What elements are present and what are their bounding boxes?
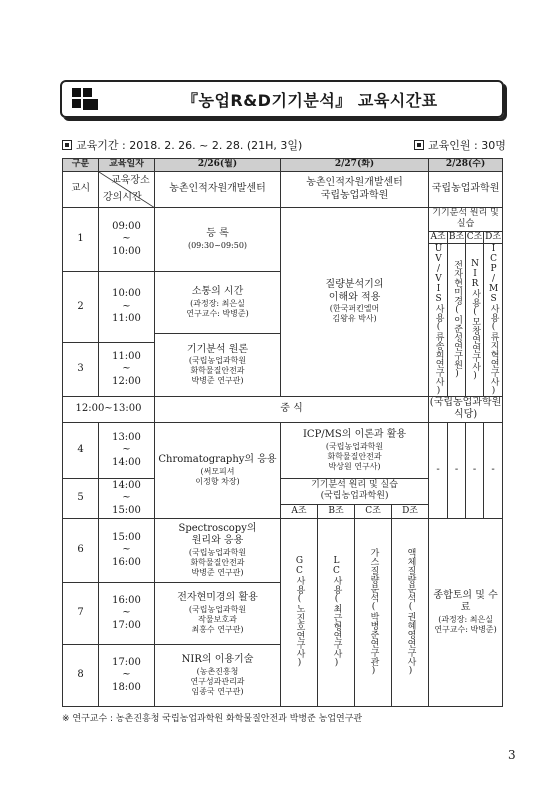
icp-org: (국립농업과학원 [325,441,384,451]
day1-nir [155,644,281,706]
time-3-end: 12:00 [112,375,141,387]
comm-title: 소통의 시간 [191,286,244,298]
spec-org: (국립농업과학원 [188,547,247,557]
day1-electron-microscope [155,582,281,644]
closing-prof: 연구교수: 박병준) [434,624,497,634]
day2-group-b: B조 [318,504,355,518]
time-4 [99,422,155,478]
nir-dept: 연구성과관리과 [190,676,245,686]
people-text: 교육인원 : 30명 [428,139,506,152]
time-8-start: 17:00 [112,656,141,668]
time-2-start: 10:00 [112,288,141,299]
day2-gc-text: GC사용(노진호연구사) [294,556,305,669]
period-4: 4 [63,422,99,478]
day1-chromatography [155,422,281,518]
period-1: 1 [63,208,99,272]
title-box [60,80,504,118]
square-bullet-icon [62,140,72,150]
time-3-sep: ~ [122,363,131,374]
time-3 [99,342,155,396]
em-title: 전자현미경의 활용 [177,592,258,603]
day2-mass-spec [281,208,429,397]
time-5 [99,478,155,518]
row-1a [63,208,503,232]
time-1-start: 09:00 [112,220,141,232]
day2-prac-title: 기기분석 원리 및 실습 [311,480,398,490]
period-2: 2 [63,271,99,342]
registration-time: (09:30~09:50) [187,240,248,250]
header-row [63,159,503,172]
period-5: 5 [63,478,99,518]
day3-closing [429,518,503,706]
comm-prof: 연구교수: 박병준) [186,308,249,318]
schedule-table [62,158,503,707]
icp-dept: 화학물질안전과 [327,451,382,461]
page-title: 『농업R&D기기분석』 교육시간표 [182,91,438,110]
time-8-sep: ~ [122,669,131,680]
day3-group-d: D조 [485,231,502,242]
em-dept: 작물보호과 [198,614,237,624]
day1-registration [155,208,281,272]
place-day1: 농촌인적자원개발센터 [155,172,281,208]
intro-org: (국립농업과학원 [188,356,247,366]
day3-group-a: A조 [430,231,446,242]
label-place: 교육장소 [111,175,150,186]
day3-dash-d: - [484,422,503,518]
closing-lead: (과정장: 최은실 [438,614,493,624]
comm-lead: (과정장: 최은실 [190,298,245,308]
day1-communication [155,271,281,334]
day3-uvvis [429,243,448,396]
day2-gc [281,518,318,706]
day2-lc-text: LC사용(최근형연구사) [331,556,342,669]
header-day2: 2/27(화) [281,159,429,172]
header-category: 구분 [63,159,99,172]
place-day3: 국립농업과학원 [429,172,503,208]
place-day2-b: 국립농업과학원 [320,189,389,201]
time-6-start: 15:00 [112,531,141,543]
lunch-label: 중 식 [155,396,429,422]
day3-dash-b: - [448,422,466,518]
label-place-time [99,172,155,208]
day2-lcms-text: 액체질량분석(권혜영연구사) [405,548,416,677]
icp-instructor: 박상원 연구사) [328,461,381,471]
time-6 [99,518,155,582]
time-1 [99,208,155,272]
day3-em-text: 전자현미경(이준성연구원) [452,260,463,380]
day3-dash-a: - [429,422,448,518]
mass-org: (한국퍼킨엘머 [329,304,380,314]
header-day3: 2/28(수) [429,159,503,172]
place-day2-a: 농촌인적자원개발센터 [306,177,403,188]
time-7-start: 16:00 [112,594,141,606]
period-3: 3 [63,342,99,396]
mass-title-2: 이해와 적용 [328,291,381,303]
education-period [62,137,302,153]
day3-em [448,243,466,396]
time-6-end: 16:00 [112,556,141,568]
em-instructor: 최홍수 연구관) [191,624,244,634]
day2-prac-org: (국립농업과학원) [320,491,389,502]
day3-dash-c: - [466,422,484,518]
day3-group-c: C조 [466,231,483,242]
day2-gcms [355,518,392,706]
time-4-end: 14:00 [112,456,141,468]
time-3-start: 11:00 [112,350,141,362]
header-date: 교육일자 [99,159,155,172]
intro-title: 기기분석 원론 [186,343,249,355]
header-day1: 2/26(월) [155,159,281,172]
label-time: 강의시간 [103,191,142,203]
education-people [414,137,506,153]
period-7: 7 [63,582,99,644]
block-logo-icon [72,88,98,110]
footnote: ※ 연구교수 : 농촌진흥청 국립농업과학원 화학물질안전과 박병준 농업연구관 [62,714,363,724]
day2-lcms [392,518,429,706]
spec-dept: 화학물질안전과 [190,557,245,567]
day2-group-a: A조 [281,504,318,518]
time-8 [99,644,155,706]
lunch-time: 12:00~13:00 [63,396,155,422]
time-2 [99,271,155,342]
day2-lc [318,518,355,706]
day1-spectroscopy [155,518,281,582]
mass-title-1: 질량분석기의 [325,279,384,291]
time-5-sep: ~ [122,492,131,503]
page-number: 3 [508,748,516,762]
row-6 [63,518,503,582]
day2-practice-title [281,478,429,504]
place-day2 [281,172,429,208]
time-4-start: 13:00 [112,431,141,443]
nir-instructor: 임종국 연구관) [191,686,244,696]
time-4-sep: ~ [122,444,131,455]
time-2-end: 11:00 [112,313,141,324]
chrom-title: Chromatography의 응용 [158,454,277,465]
spec-title-2: 원리와 응용 [191,535,244,547]
lunch-row [63,396,503,422]
nir-org: (농촌진흥청 [196,666,239,676]
time-5-end: 15:00 [112,504,141,516]
day2-group-c: C조 [355,504,392,518]
day2-group-d: D조 [392,504,429,518]
em-org: (국립농업과학원 [188,604,247,614]
period-text: 교육기간 : 2018. 2. 26. ~ 2. 28. (21H, 3일) [76,139,303,152]
day2-icpms [281,422,429,478]
time-1-end: 10:00 [112,245,141,257]
square-bullet-icon [414,140,424,150]
lunch-day3: (국립농업과학원 식당) [429,396,502,421]
time-8-end: 18:00 [112,681,141,693]
time-7-end: 17:00 [112,619,141,631]
time-5-start: 14:00 [112,479,141,491]
day3-uvvis-text: UV/VIS사용(류송희연구사) [433,243,444,396]
day3-icpms-text: ICP/MS사용(류지혁연구사) [488,243,499,396]
day3-icpms [484,243,503,396]
intro-dept: 화학물질안전과 [190,366,245,376]
day2-gcms-text: 가스질량분석(박병준연구관) [368,548,379,677]
intro-instructor: 박병준 연구관) [191,376,244,386]
mass-instructor: 김왕유 박사) [332,314,377,324]
nir-title: NIR의 이용기술 [181,654,254,665]
time-1-sep: ~ [122,233,131,245]
place-row [63,172,503,208]
day3-nir-text: NIR사용(모창연연구사) [470,258,481,381]
day3-group-b: B조 [448,231,465,242]
closing-title: 종합토의 및 수료 [433,589,498,614]
time-6-sep: ~ [122,544,131,555]
spec-instructor: 박병준 연구관) [191,567,244,577]
time-7 [99,582,155,644]
day3-nir [466,243,484,396]
period-6: 6 [63,518,99,582]
time-2-sep: ~ [122,300,131,312]
period-8: 8 [63,644,99,706]
time-7-sep: ~ [122,607,131,618]
row-4 [63,422,503,478]
chrom-org: (써모피셔 [200,466,235,476]
label-gyosi: 교시 [63,172,99,208]
icp-title: ICP/MS의 이론과 활용 [302,429,407,440]
chrom-instructor: 이정향 차장) [195,476,240,486]
spec-title-1: Spectroscopy의 [178,522,257,534]
day1-intro [155,334,281,397]
registration-title: 등 록 [206,228,229,240]
day3-practice-title: 기기분석 원리 및 실습 [429,208,503,232]
